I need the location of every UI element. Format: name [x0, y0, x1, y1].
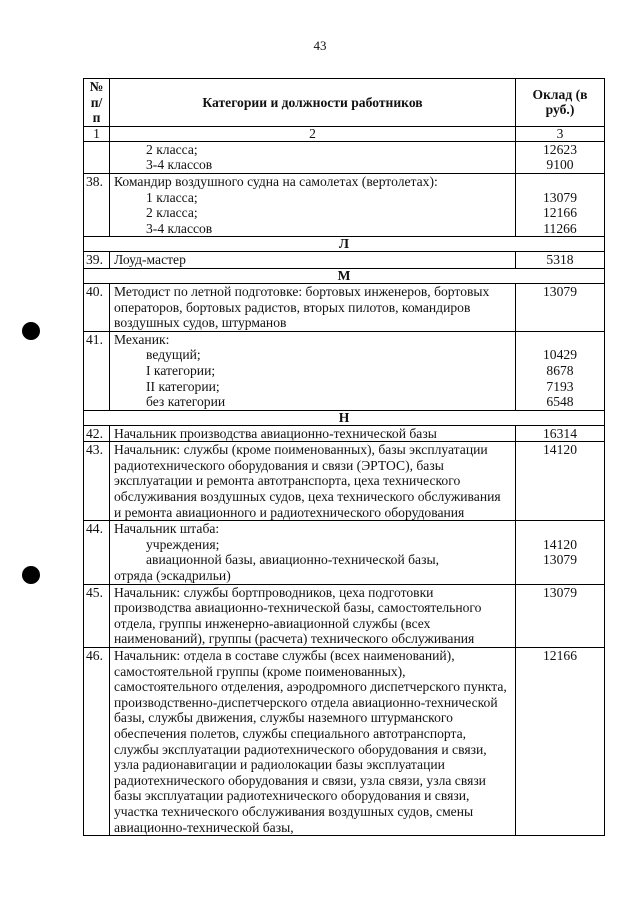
- salary-value: 14120: [543, 442, 577, 458]
- category-subline: 3-4 классов: [146, 220, 213, 236]
- category-title: Механик:: [114, 331, 170, 347]
- header-num: № п/п: [84, 79, 110, 127]
- category-title: Начальник: службы бортпроводников, цеха подготовки производства авиационно-технической базы, самостоятельного отдела, группы инженерно-авиационной службы (всех наименований), группы (расчета) технического обслуживания: [114, 584, 482, 647]
- row-number: 39.: [84, 252, 110, 269]
- row-number: 44.: [84, 521, 110, 584]
- header-category: Категории и должности работников: [110, 79, 516, 127]
- row-number: 38.: [84, 173, 110, 236]
- page-number: 43: [313, 38, 327, 53]
- salary-value: 13079: [543, 283, 577, 299]
- salary-spacer: [520, 174, 600, 190]
- category-tail: отряда (эскадрильи): [114, 568, 231, 584]
- category-subline: без категории: [146, 394, 226, 410]
- row-category: [110, 252, 516, 269]
- salary-value: 7193: [546, 378, 574, 394]
- category-title: Методист по летной подготовке: бортовых инженеров, бортовых операторов, бортовых радистов, вторых пилотов, командиров воздушных судов, штурманов: [114, 283, 490, 331]
- salary-value: 5318: [546, 252, 574, 268]
- row-salary: [516, 331, 605, 410]
- row-number: [84, 141, 110, 173]
- row-category: [110, 521, 516, 584]
- row-salary: [516, 252, 605, 269]
- row-category: [110, 283, 516, 331]
- table-row: [84, 442, 605, 521]
- row-salary: [516, 442, 605, 521]
- row-number: 40.: [84, 283, 110, 331]
- salary-value: 9100: [546, 157, 574, 173]
- row-salary: [516, 584, 605, 647]
- row-salary: [516, 173, 605, 236]
- salary-value: 8678: [546, 362, 574, 378]
- letter-heading: Н: [84, 410, 605, 425]
- category-title: Начальник штаба:: [114, 521, 220, 537]
- table-row: [84, 141, 605, 173]
- table-row: [84, 173, 605, 236]
- salary-value: 13079: [543, 552, 577, 568]
- row-number: 45.: [84, 584, 110, 647]
- salary-value: 12623: [543, 141, 577, 157]
- salary-table: [83, 78, 605, 836]
- category-subline: 2 класса;: [146, 205, 198, 221]
- category-title: Начальник: службы (кроме поименованных), базы эксплуатации радиотехнического оборудования и связи (ЭРТОС), базы эксплуатации и ремонта автотранспорта, цеха технического обслуживания воздушных судов, цеха технического обслуживания и ремонта авиационного и радиотехнического оборудования: [114, 442, 501, 520]
- salary-value: 14120: [543, 536, 577, 552]
- category-title: Лоуд-мастер: [114, 252, 186, 268]
- category-subline: учреждения;: [146, 536, 220, 552]
- index-cell: 1: [84, 126, 110, 141]
- row-category: [110, 425, 516, 442]
- row-number: 42.: [84, 425, 110, 442]
- salary-value: 10429: [543, 347, 577, 363]
- row-number: 46.: [84, 648, 110, 836]
- index-cell: 3: [516, 126, 605, 141]
- table-row: [84, 283, 605, 331]
- letter-row: [84, 237, 605, 252]
- row-salary: [516, 283, 605, 331]
- table-row: [84, 648, 605, 836]
- salary-value: 16314: [543, 425, 577, 441]
- salary-value: 12166: [543, 648, 577, 663]
- row-category: [110, 584, 516, 647]
- salary-value: 13079: [543, 189, 577, 205]
- category-subline: 1 класса;: [146, 189, 198, 205]
- row-category: [110, 442, 516, 521]
- table-row: [84, 584, 605, 647]
- row-category: [110, 141, 516, 173]
- row-number: 43.: [84, 442, 110, 521]
- table-row: [84, 331, 605, 410]
- salary-value: 6548: [546, 394, 574, 410]
- category-subline: I категории;: [146, 362, 216, 378]
- category-title: Начальник: отдела в составе службы (всех наименований), самостоятельной группы (кроме поименованных), самостоятельного отделения, аэродромного диспетчерского пункта, производственно-диспетчерского отдела авиационно-технической базы, службы движения, службы наземного штурманского обеспечения полетов, службы специального автотранспорта, службы эксплуатации радиотехнического оборудования и связи, узла радионавигации и радиолокации базы эксплуатации радиотехнического оборудования и связи, узла связи, узла связи базы эксплуатации радиотехнического оборудования и связи, участка технического обслуживания воздушных судов, смены авиационно-технической базы,: [114, 648, 507, 835]
- row-number: 41.: [84, 331, 110, 410]
- row-category: [110, 331, 516, 410]
- letter-row: [84, 268, 605, 283]
- category-title: Начальник производства авиационно-технической базы: [114, 425, 437, 441]
- category-title: Командир воздушного судна на самолетах (вертолетах):: [114, 173, 438, 189]
- index-row: [84, 126, 605, 141]
- punch-hole: [22, 322, 40, 340]
- row-salary: [516, 648, 605, 836]
- table-row: [84, 521, 605, 584]
- table-body: [84, 126, 605, 835]
- category-subline: 3-4 классов: [146, 157, 213, 173]
- salary-spacer: [520, 521, 600, 537]
- row-category: [110, 173, 516, 236]
- punch-hole: [22, 566, 40, 584]
- row-salary: [516, 521, 605, 584]
- category-subline: 2 класса;: [146, 141, 198, 157]
- header-salary: Оклад (в руб.): [516, 79, 605, 127]
- category-subline: ведущий;: [146, 347, 201, 363]
- row-salary: [516, 425, 605, 442]
- row-salary: [516, 141, 605, 173]
- category-subline: авиационной базы, авиационно-технической базы,: [146, 552, 439, 568]
- category-subline: II категории;: [146, 378, 220, 394]
- index-cell: 2: [110, 126, 516, 141]
- salary-spacer: [520, 332, 600, 348]
- letter-heading: Л: [84, 237, 605, 252]
- table-row: [84, 425, 605, 442]
- header-row: [84, 79, 605, 127]
- letter-heading: М: [84, 268, 605, 283]
- row-category: [110, 648, 516, 836]
- salary-value: 12166: [543, 205, 577, 221]
- letter-row: [84, 410, 605, 425]
- table-row: [84, 252, 605, 269]
- salary-value: 11266: [543, 220, 577, 236]
- salary-value: 13079: [543, 584, 577, 600]
